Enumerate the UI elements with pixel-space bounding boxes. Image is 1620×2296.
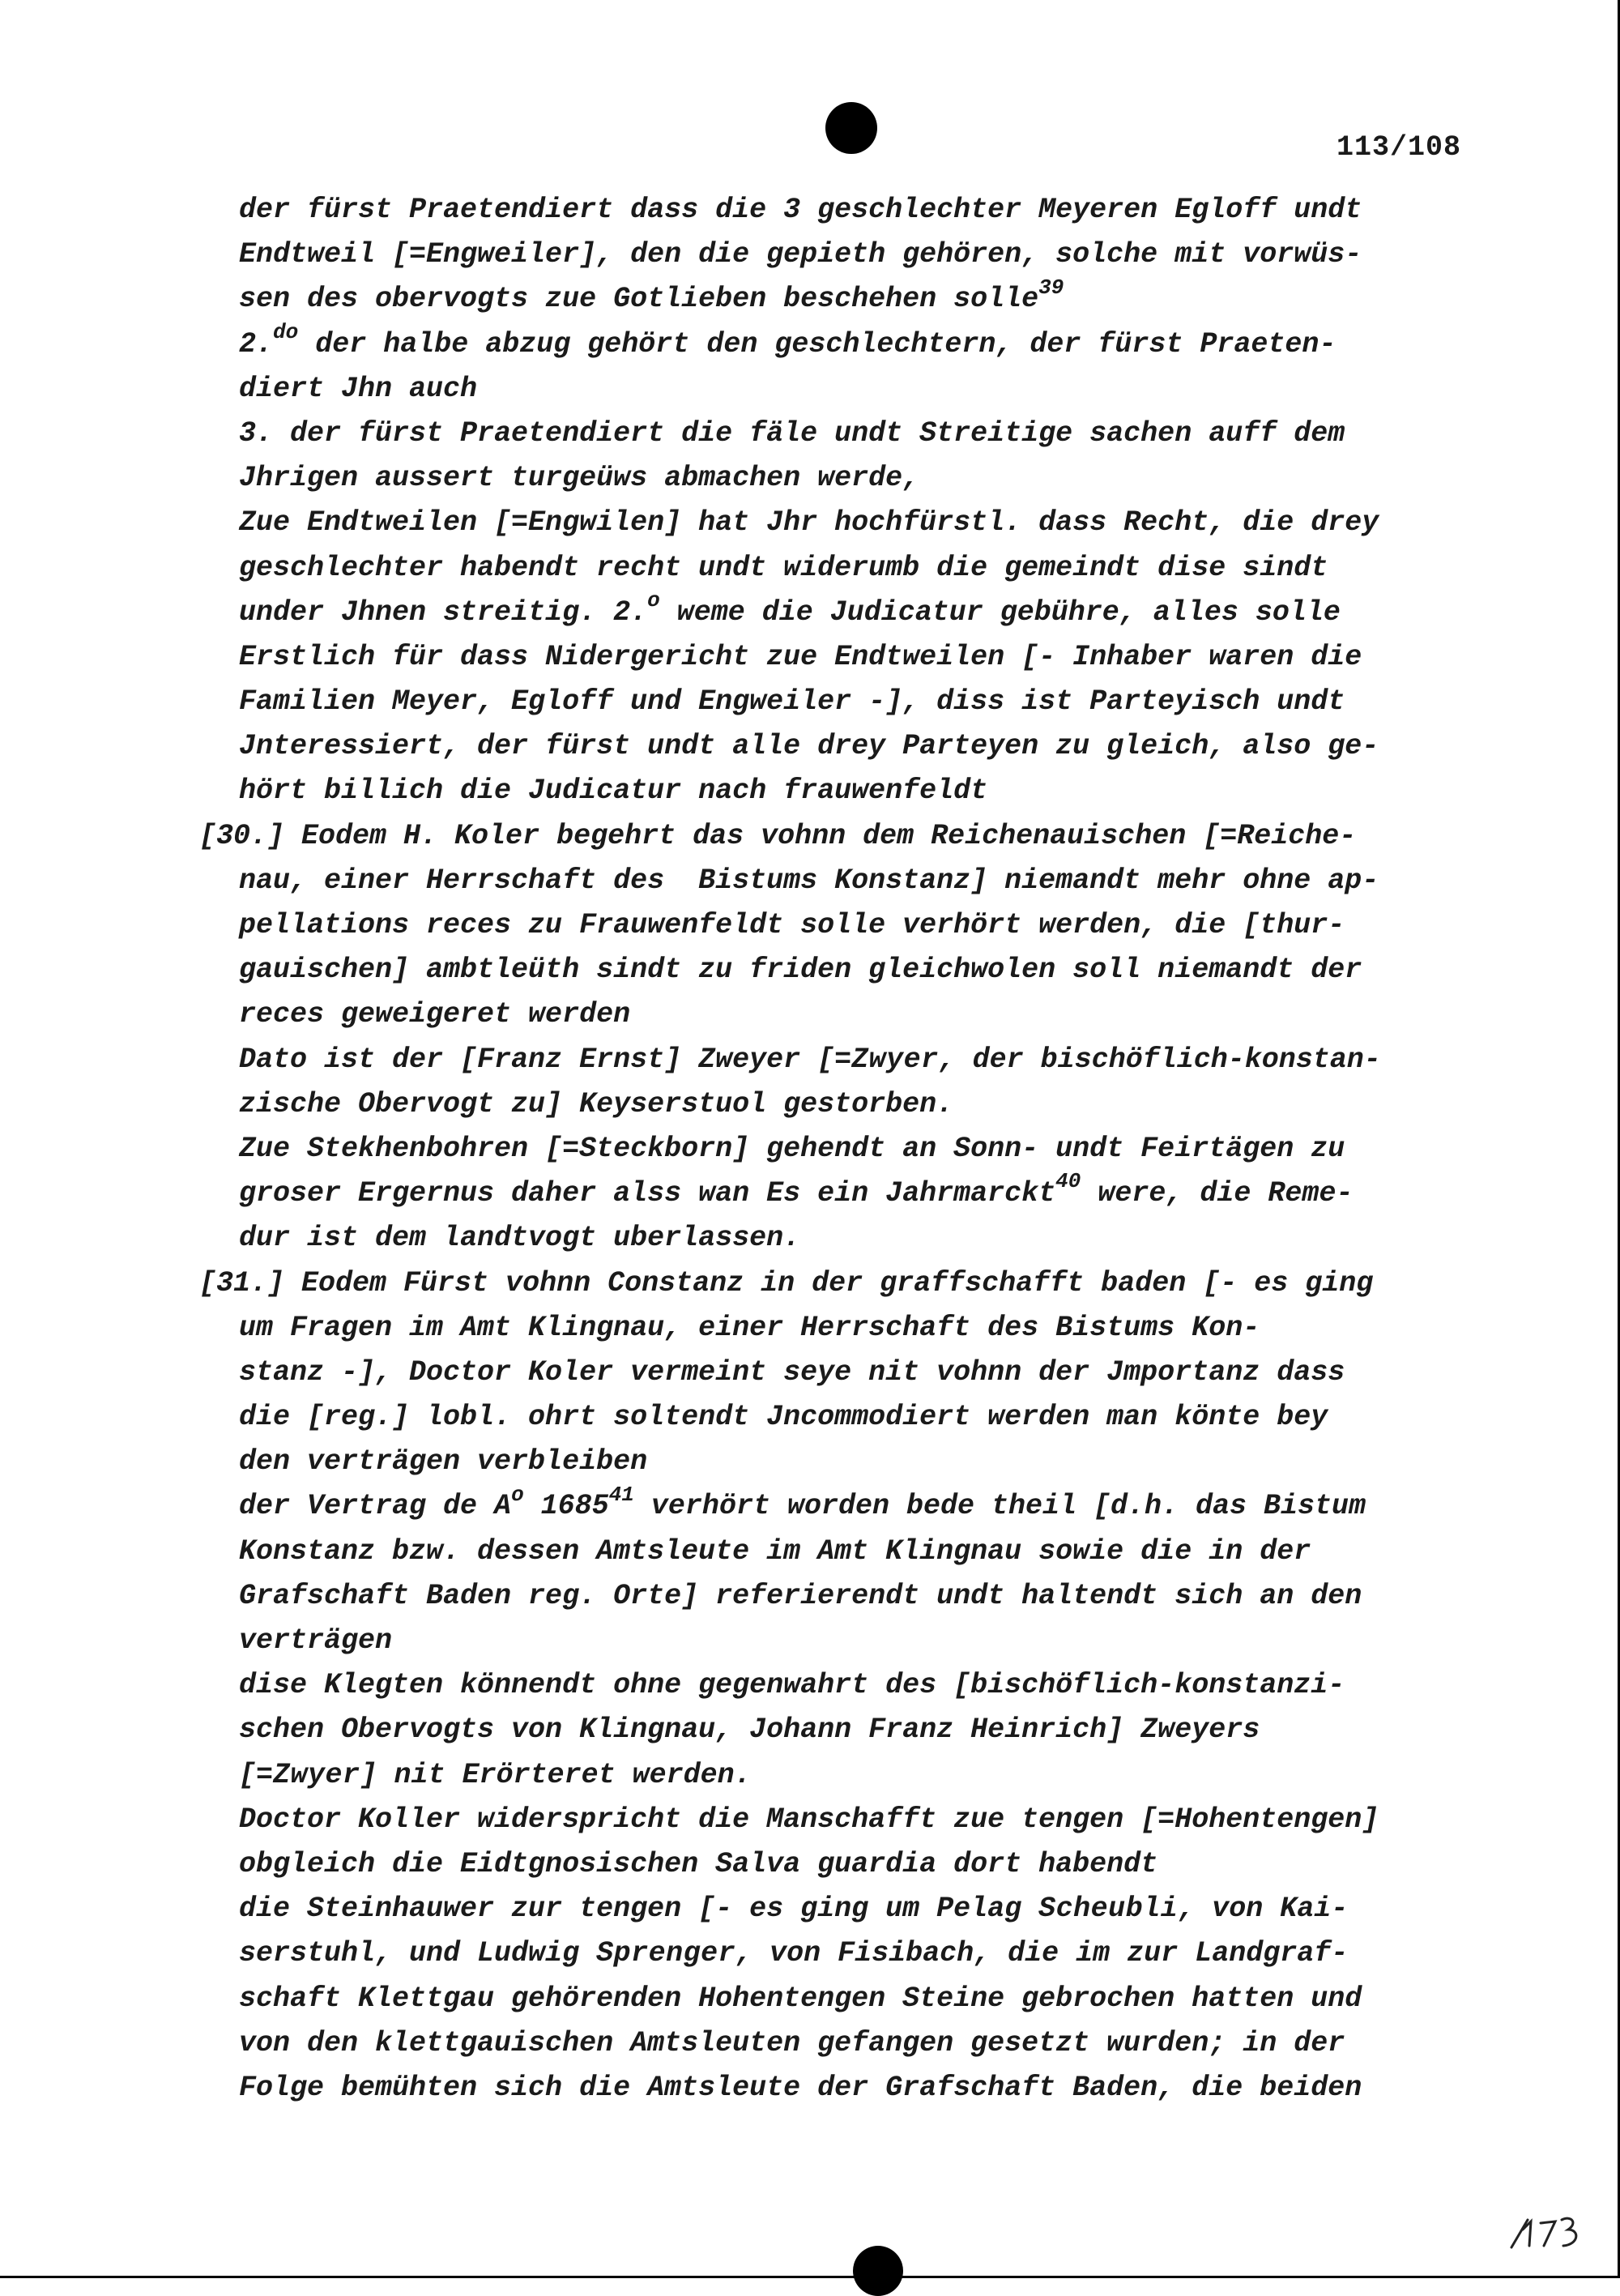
text-line — [239, 1977, 1486, 2021]
emphasized-name: Zwyer — [273, 1758, 360, 1791]
text-segment: were, die Reme- — [1081, 1177, 1354, 1210]
text-line — [239, 2021, 1486, 2066]
text-line — [239, 1931, 1486, 1976]
text-segment: Grafschaft Baden reg. Orte] referierendt undt haltendt sich an den — [239, 1579, 1362, 1612]
text-line — [239, 2066, 1486, 2110]
text-segment: reces geweigeret werden — [239, 998, 631, 1031]
emphasized-name: Scheubli — [1038, 1893, 1179, 1926]
text-segment: schen Obervogts von Klingnau, Johann Franz Heinrich] Zweyers — [239, 1713, 1260, 1747]
text-segment: der halbe abzug gehört den geschlechtern, der fürst Praeten- — [298, 327, 1336, 361]
text-line — [239, 635, 1486, 680]
text-line — [239, 546, 1486, 591]
footnote-marker: 39 — [1038, 275, 1064, 300]
text-line — [239, 367, 1486, 412]
text-segment: Erstlich für dass Nidergericht zue Endtweilen [- Inhaber waren die — [239, 640, 1362, 673]
text-line — [199, 1261, 1486, 1306]
text-line — [239, 1708, 1486, 1752]
text-line — [239, 680, 1486, 724]
text-segment: stanz -], Doctor Koler vermeint seye nit vohnn der Jmportanz dass — [239, 1355, 1345, 1389]
footnote-marker: 41 — [608, 1482, 634, 1507]
text-segment: dise Klegten könnendt ohne gegenwahrt des [bischöflich-konstanzi- — [239, 1669, 1345, 1702]
text-line — [239, 1306, 1486, 1351]
text-line — [239, 724, 1486, 769]
text-segment: sen des obervogts zue Gotlieben beschehen solle — [239, 283, 1039, 316]
text-segment: dur ist dem landtvogt uberlassen. — [239, 1222, 801, 1255]
text-segment: Jhrigen aussert turgeüws abmachen werde, — [239, 462, 920, 495]
text-segment: um Fragen im Amt Klingnau, einer Herrschaft des Bistums Kon- — [239, 1311, 1260, 1344]
text-segment: 2. — [239, 327, 274, 361]
transcription-body — [199, 188, 1486, 2110]
text-segment: Endtweil [=Engweiler], den die gepieth gehören, solche mit vorwüs- — [239, 238, 1362, 271]
footnote-marker: o — [511, 1482, 524, 1507]
text-segment: zische Obervogt zu] Keyserstuol gestorben. — [239, 1087, 954, 1120]
text-segment: Dato ist der [Franz Ernst] Zweyer [= — [239, 1043, 852, 1076]
footnote-marker: do — [273, 319, 299, 344]
text-segment: [31.] Eodem Fürst vohnn Constanz in der graffschafft baden [- es ging — [199, 1266, 1374, 1300]
text-segment: verträgen — [239, 1624, 393, 1657]
footnote-marker: 40 — [1055, 1169, 1081, 1194]
text-segment: der Vertrag de A — [239, 1490, 512, 1523]
text-segment: groser Ergernus daher alss wan Es ein Jahrmarckt — [239, 1177, 1056, 1210]
text-segment: , der bischöflich-konstan- — [938, 1043, 1381, 1076]
text-line — [239, 1484, 1486, 1529]
text-segment: Doctor Koller widerspricht die Manschafft zue tengen [=Hohentengen] — [239, 1803, 1379, 1836]
text-segment: Folge bemühten sich die Amtsleute der Grafschaft Baden, die beiden — [239, 2071, 1362, 2104]
text-segment: Konstanz bzw. dessen Amtsleute im Amt Klingnau sowie die in der — [239, 1534, 1311, 1568]
text-segment: pellations reces zu Frauwenfeldt solle verhört werden, die [thur- — [239, 909, 1345, 941]
text-line — [239, 1127, 1486, 1171]
text-segment: diert Jhn auch — [239, 372, 478, 405]
text-segment: , von Fisibach, die im zur Landgraf- — [735, 1937, 1349, 1970]
text-segment: gauischen] ambtleüth sindt zu friden gleichwolen soll niemandt der — [239, 954, 1362, 987]
text-segment: nau, einer Herrschaft des Bistums Konstanz] niemandt mehr ohne ap- — [239, 864, 1379, 897]
text-line — [239, 1574, 1486, 1619]
punch-hole-bottom — [853, 2246, 903, 2296]
text-segment: verhört worden bede theil [d.h. das Bistum — [633, 1490, 1366, 1523]
text-segment: weme die Judicatur gebühre, alles solle — [659, 595, 1341, 629]
page-number: 113/108 — [1336, 131, 1462, 164]
text-segment: geschlechter habendt recht undt widerumb die gemeindt dise sindt — [239, 551, 1328, 584]
text-segment: Familien Meyer, Egloff und Engweiler -], diss ist Parteyisch undt — [239, 685, 1345, 719]
text-segment: den verträgen verbleiben — [239, 1445, 648, 1479]
text-line — [239, 412, 1486, 456]
text-segment: Zue Endtweilen [=Engwilen] hat Jhr hochfürstl. dass Recht, die drey — [239, 506, 1379, 540]
text-line — [239, 188, 1486, 233]
text-line — [239, 501, 1486, 545]
text-line — [239, 992, 1486, 1037]
text-segment: [30.] Eodem H. Koler begehrt das vohnn dem Reichenauischen [=Reiche- — [199, 819, 1357, 852]
text-segment: Jnteressiert, der fürst undt alle drey Parteyen zu gleich, also ge- — [239, 730, 1379, 763]
text-line — [239, 319, 1486, 367]
text-segment: 1685 — [523, 1490, 609, 1523]
text-segment: von den klettgauischen Amtsleuten gefangen gesetzt wurden; in der — [239, 2026, 1345, 2059]
text-segment: [= — [239, 1758, 274, 1791]
text-line — [239, 1038, 1486, 1082]
text-line — [239, 769, 1486, 813]
text-segment: die Steinhauwer zur tengen [- es ging um Pelag — [239, 1893, 1039, 1926]
text-segment: die [reg.] lobl. ohrt soltendt Jncommodiert werden man könte bey — [239, 1401, 1328, 1434]
handwritten-folio-mark-icon — [1508, 2205, 1589, 2254]
text-segment: schaft Klettgau gehörenden Hohentengen Steine gebrochen hatten und — [239, 1982, 1362, 2015]
text-line — [239, 1171, 1486, 1216]
punch-hole-top — [825, 102, 877, 154]
text-line — [239, 859, 1486, 903]
text-line — [239, 903, 1486, 948]
text-line — [239, 1351, 1486, 1395]
text-segment: under Jhnen streitig. 2. — [239, 595, 648, 629]
text-segment: Zue Stekhenbohren [=Steckborn] gehendt an Sonn- undt Feirtägen zu — [239, 1132, 1345, 1165]
text-line — [239, 1082, 1486, 1127]
text-segment: 3. der fürst Praetendiert die fäle undt Streitige sachen auff dem — [239, 416, 1345, 450]
text-line — [239, 1216, 1486, 1261]
text-segment: der fürst Praetendiert dass die 3 geschlechter Meyeren Egloff undt — [239, 194, 1362, 226]
text-line — [239, 277, 1486, 322]
text-line — [239, 456, 1486, 501]
text-line — [239, 588, 1486, 635]
text-line — [239, 948, 1486, 992]
text-line — [239, 233, 1486, 277]
text-line — [239, 1619, 1486, 1663]
footnote-marker: o — [647, 588, 660, 613]
text-segment: serstuhl, und Ludwig — [239, 1937, 597, 1970]
text-line — [239, 1842, 1486, 1887]
text-line — [239, 1798, 1486, 1842]
emphasized-name: Sprenger — [596, 1937, 736, 1970]
text-segment: , von Kai- — [1178, 1893, 1349, 1926]
emphasized-name: Zwyer — [851, 1043, 939, 1076]
text-segment: hört billich die Judicatur nach frauwenfeldt — [239, 775, 988, 808]
text-line — [239, 1530, 1486, 1574]
text-line — [239, 1395, 1486, 1440]
text-line — [239, 1753, 1486, 1798]
text-line — [239, 1440, 1486, 1484]
text-line — [239, 1663, 1486, 1708]
text-line — [239, 1887, 1486, 1931]
text-line — [199, 814, 1486, 859]
text-segment: obgleich die Eidtgnosischen Salva guardia dort habendt — [239, 1847, 1158, 1880]
text-segment: ] nit Erörteret werden. — [360, 1758, 752, 1791]
